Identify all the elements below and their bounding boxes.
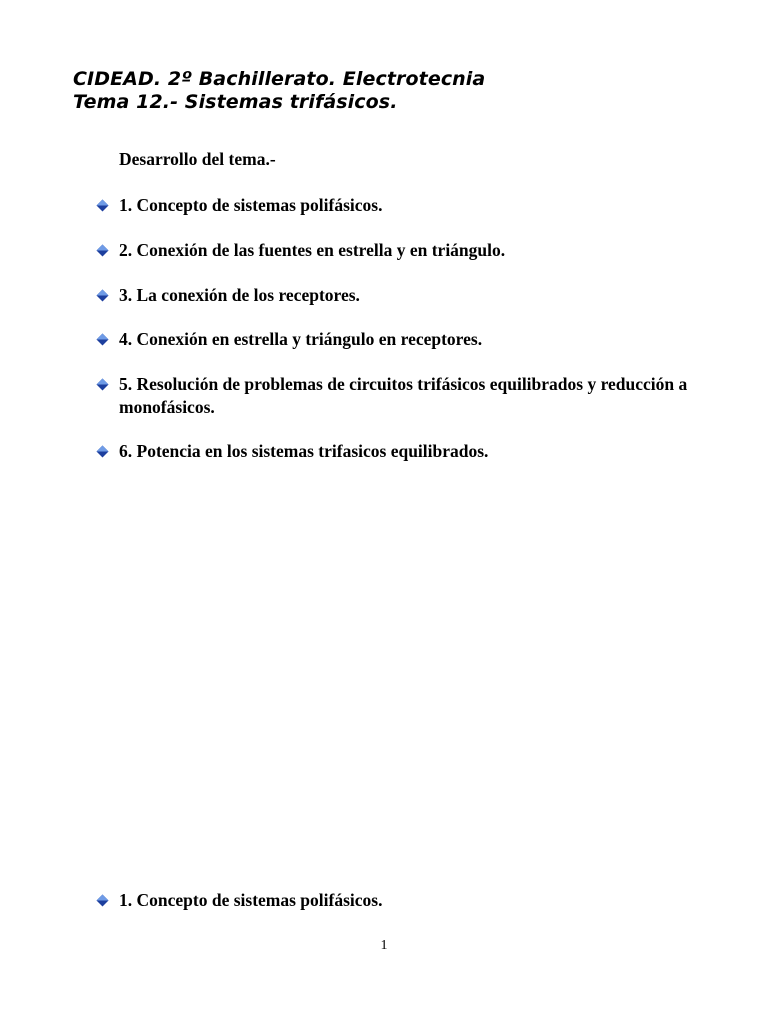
header-topic-title: Tema 12.- Sistemas trifásicos.: [73, 91, 398, 113]
page-number: 1: [380, 938, 388, 953]
toc-item: [96, 328, 696, 351]
diamond-bullet-icon: [96, 199, 109, 212]
diamond-bullet-icon: [96, 378, 109, 391]
toc-item-label: 2. Conexión de las fuentes en estrella y en triángulo.: [119, 240, 506, 260]
toc-item-label: 5. Resolución de problemas de circuitos trifásicos equilibrados y reducción a monofásicos.: [119, 374, 688, 417]
diamond-bullet-icon: [96, 333, 109, 346]
toc-item: [96, 194, 696, 217]
toc-item-label: 1. Concepto de sistemas polifásicos.: [119, 195, 383, 215]
section-heading: Desarrollo del tema.-: [119, 149, 276, 169]
section-title: [96, 889, 696, 912]
toc-item: [96, 373, 696, 419]
toc-item: [96, 284, 696, 307]
toc-item-label: 4. Conexión en estrella y triángulo en receptores.: [119, 329, 483, 349]
diamond-bullet-icon: [96, 289, 109, 302]
toc-item: [96, 239, 696, 262]
toc-item: [96, 440, 696, 463]
document-header: [73, 68, 485, 114]
diamond-bullet-icon: [96, 445, 109, 458]
diamond-bullet-icon: [96, 244, 109, 257]
header-course-title: CIDEAD. 2º Bachillerato. Electrotecnia: [73, 68, 486, 90]
toc-item-label: 3. La conexión de los receptores.: [119, 285, 360, 305]
section-title-label: 1. Concepto de sistemas polifásicos.: [119, 890, 383, 910]
toc-item-label: 6. Potencia en los sistemas trifasicos equilibrados.: [119, 441, 489, 461]
diamond-bullet-icon: [96, 894, 109, 907]
